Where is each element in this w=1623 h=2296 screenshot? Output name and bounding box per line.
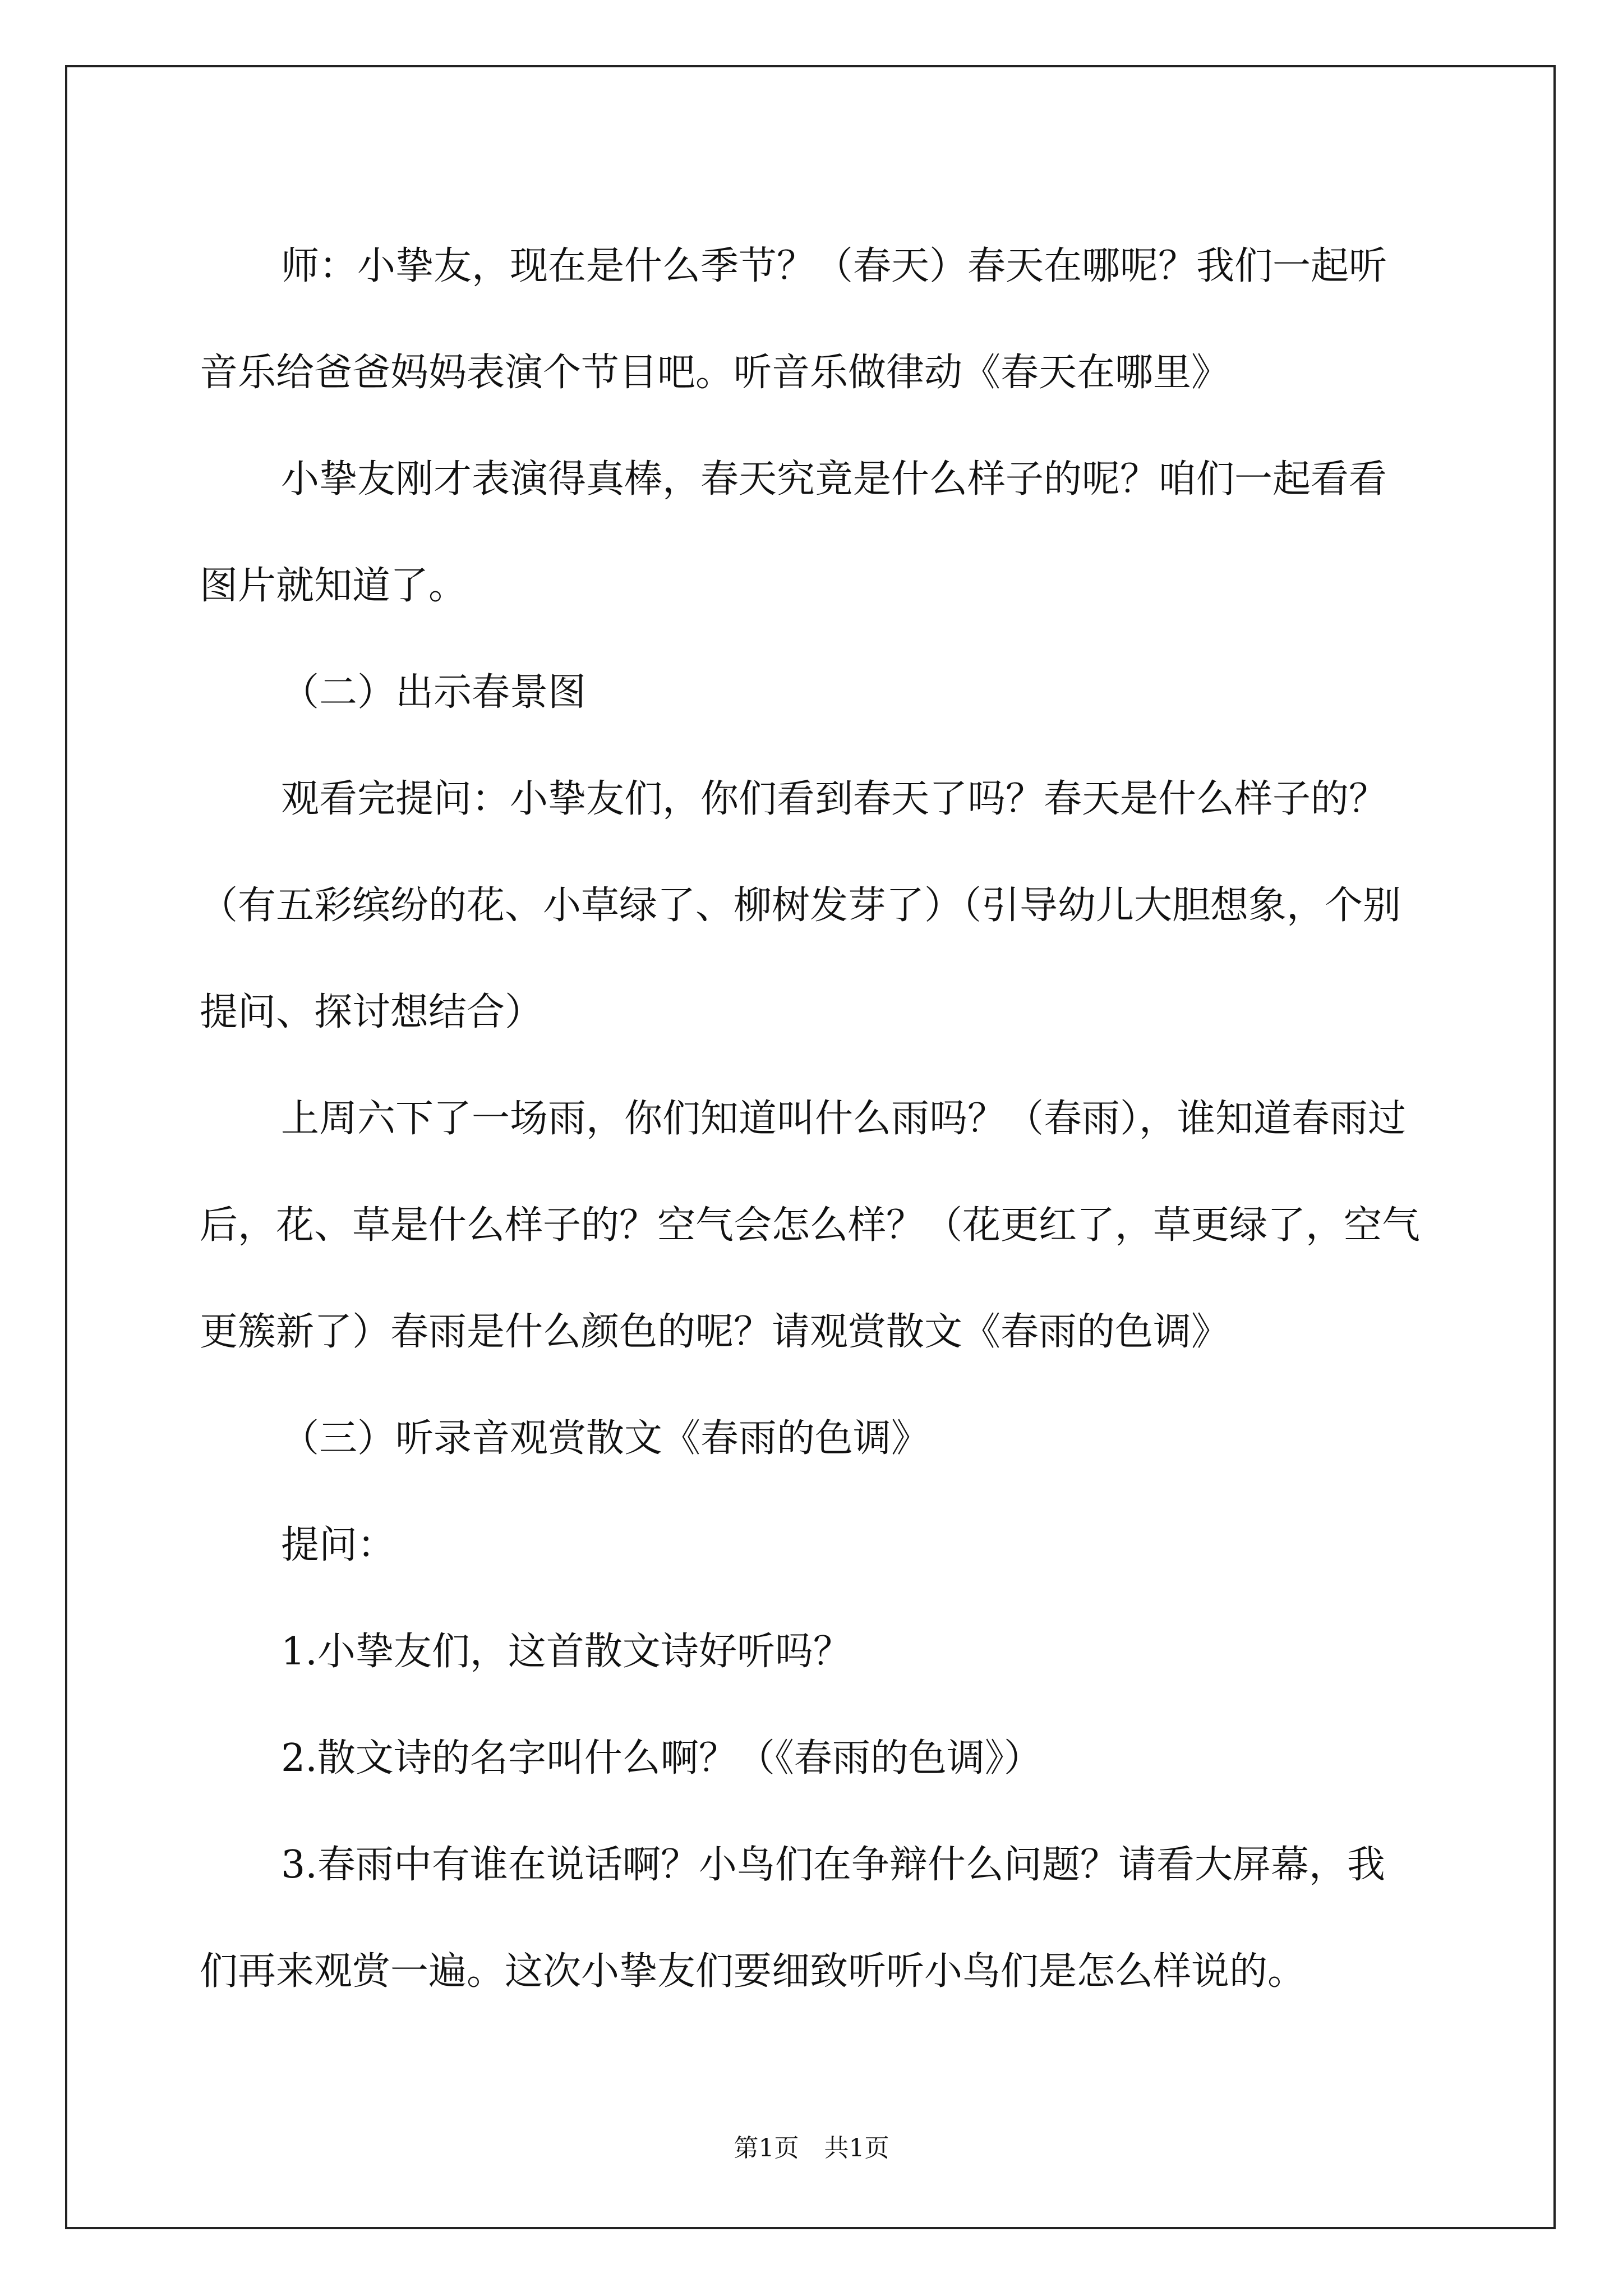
paragraph-9-question-2: 2.散文诗的名字叫什么啊？（《春雨的色调》）	[281, 1736, 1042, 1780]
paragraph-5: 上周六下了一场雨，你们知道叫什么雨吗？（春雨），谁知道春雨过后，花、草是什么样子的？空气会怎么样？（花更红了，草更绿了，空气更簇新了）春雨是什么颜色的呢？请观赏散文《春雨的色调》	[200, 1097, 1421, 1354]
paragraph-6-heading: （三）听录音观赏散文《春雨的色调》	[281, 1416, 930, 1461]
paragraph-8-question-1: 1.小挚友们，这首散文诗好听吗？	[281, 1630, 851, 1674]
page-footer	[0, 2132, 1623, 2165]
page-number-total: 共1页	[824, 2134, 889, 2162]
paragraph-4: 观看完提问：小挚友们，你们看到春天了吗？春天是什么样子的？（有五彩缤纷的花、小草绿了、柳树发芽了）（引导幼儿大胆想象，个别提问、探讨想结合）	[200, 777, 1401, 1034]
document-body	[200, 213, 1422, 2025]
paragraph-2: 小挚友刚才表演得真棒，春天究竟是什么样子的呢？咱们一起看看图片就知道了。	[200, 457, 1387, 608]
paragraph-10-question-3: 3.春雨中有谁在说话啊？小鸟们在争辩什么问题？请看大屏幕，我们再来观赏一遍。这次小挚友们要细致听听小鸟们是怎么样说的。	[200, 1843, 1385, 1994]
page-number-current: 第1页	[734, 2134, 799, 2162]
paragraph-7: 提问：	[281, 1523, 396, 1567]
paragraph-3-heading: （二）出示春景图	[281, 670, 587, 715]
paragraph-1: 师：小挚友，现在是什么季节？（春天）春天在哪呢？我们一起听音乐给爸爸妈妈表演个节目吧。听音乐做律动《春天在哪里》	[200, 244, 1387, 395]
